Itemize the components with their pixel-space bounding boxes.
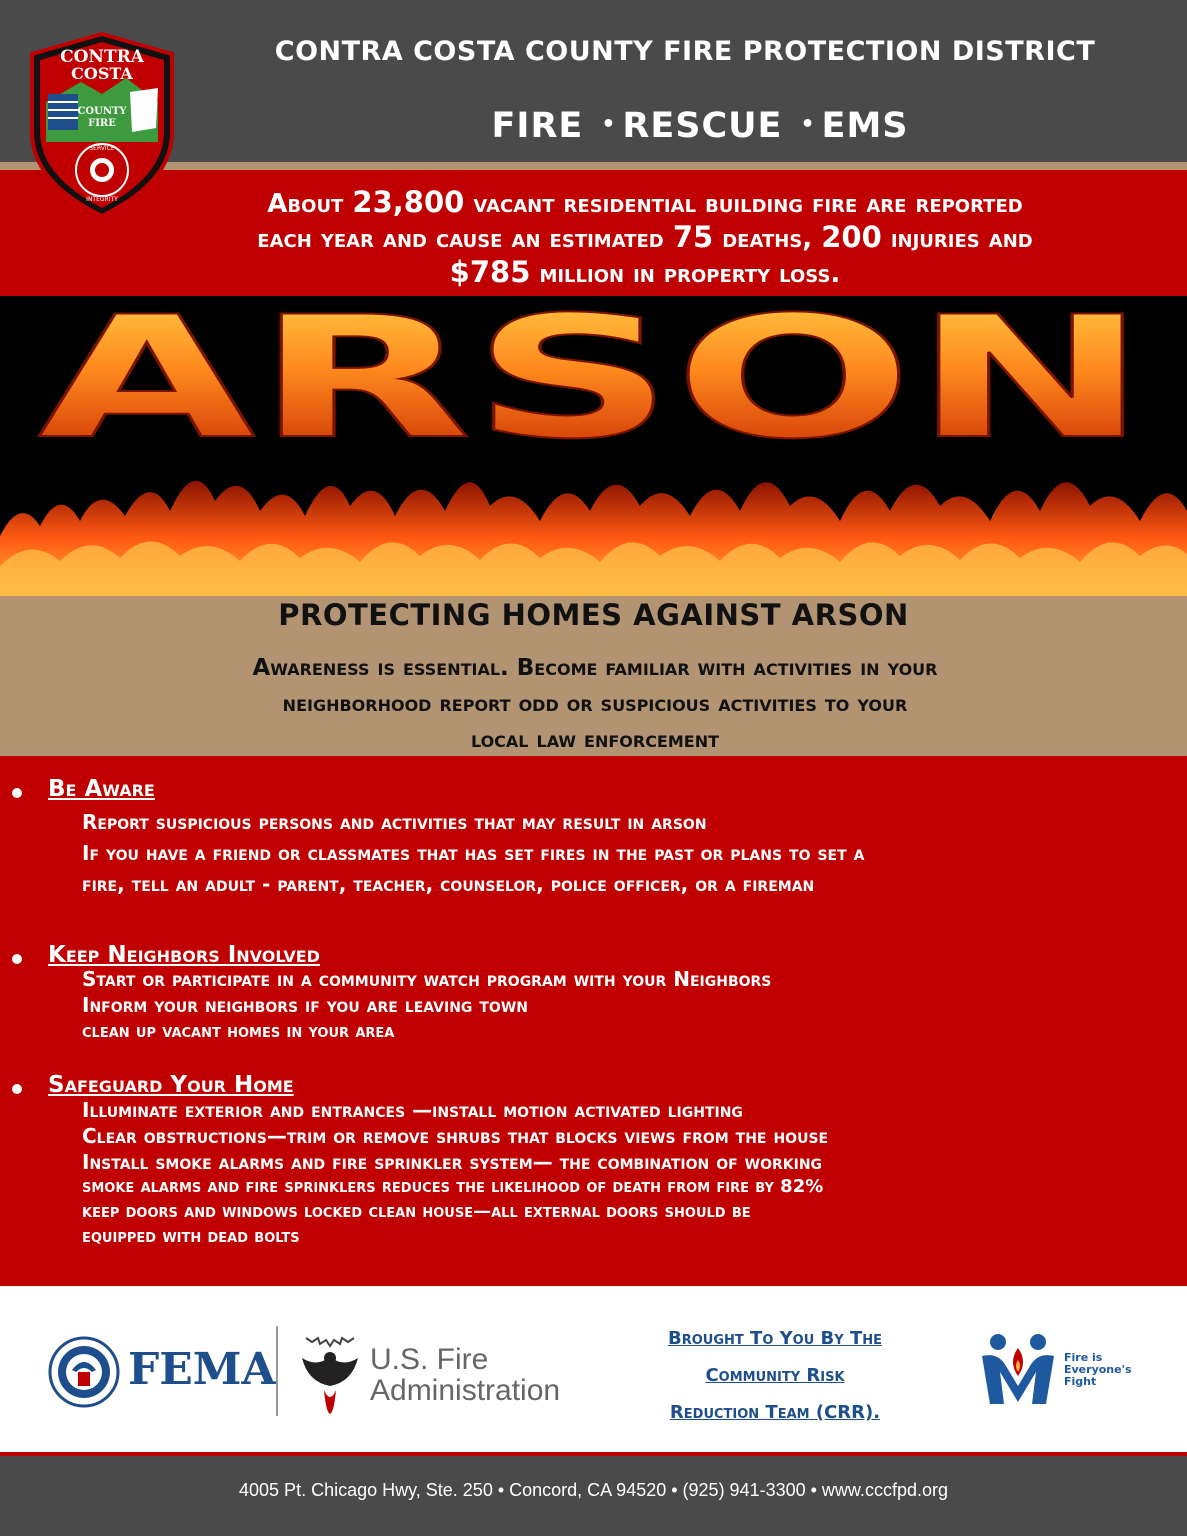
- awareness-text: [80, 650, 1110, 758]
- service-fire: FIRE: [491, 106, 584, 146]
- crr-credit-line[interactable]: Reduction Team (CRR).: [669, 1402, 881, 1423]
- header-accent-stripe: [0, 162, 1187, 170]
- awareness-line: neighborhood report odd or suspicious activities to your: [282, 691, 908, 717]
- stats-text-part: injuries and: [881, 224, 1033, 254]
- arson-flames-graphic: [0, 296, 1187, 596]
- stats-text-part: each year and cause an estimated: [257, 224, 673, 254]
- dhs-seal-icon: [48, 1336, 120, 1408]
- logo-divider: [276, 1326, 278, 1416]
- list-item: If you have a friend or classmates that has set fires in the past or plans to set a: [82, 841, 865, 865]
- stats-band: [0, 170, 1187, 296]
- fief-line: Fight: [1064, 1375, 1097, 1388]
- list-item: Inform your neighbors if you are leaving town: [82, 993, 528, 1017]
- section-title: Keep Neighbors Involved: [48, 942, 320, 968]
- service-rescue: RESCUE: [622, 106, 783, 146]
- badge-bottom-text: INTEGRITY: [86, 196, 118, 203]
- usfa-text-line2: Administration: [370, 1374, 561, 1407]
- stats-text: [120, 186, 1170, 291]
- service-ems: EMS: [821, 106, 909, 146]
- list-item: Illuminate exterior and entrances —install motion activated lighting: [82, 1098, 743, 1122]
- footer-address: 4005 Pt. Chicago Hwy, Ste. 250 • Concord, CA 94520 • (925) 941-3300 • www.cccfpd.org: [239, 1480, 948, 1500]
- section-title: Safeguard Your Home: [48, 1072, 294, 1098]
- awareness-title: PROTECTING HOMES AGAINST ARSON: [278, 598, 909, 632]
- badge-top-text: CONTRA: [60, 47, 144, 67]
- crr-credit-line[interactable]: Community Risk: [705, 1365, 845, 1386]
- services-line: [200, 106, 1187, 146]
- fief-line: Fire is: [1064, 1351, 1103, 1364]
- stats-text-part: deaths,: [713, 224, 822, 254]
- fire-is-everyones-fight-logo-icon: [976, 1326, 1060, 1410]
- stats-fires-count: 23,800: [352, 185, 465, 219]
- badge-mid-text: COUNTY: [77, 106, 127, 117]
- list-item: Install smoke alarms and fire sprinkler system— the combination of working: [82, 1150, 823, 1174]
- list-item: Report suspicious persons and activities that may result in arson: [82, 810, 707, 834]
- awareness-line: local law enforcement: [470, 727, 720, 753]
- badge-top-text-2: COSTA: [71, 64, 133, 83]
- stats-injuries-count: 200: [821, 220, 882, 254]
- crr-credit-line[interactable]: Brought To You By The: [668, 1328, 882, 1349]
- district-name: CONTRA COSTA COUNTY FIRE PROTECTION DISTRICT: [274, 36, 1096, 67]
- stats-deaths-count: 75: [672, 220, 714, 254]
- fief-line: Everyone's: [1064, 1363, 1132, 1376]
- fema-logo-text: FEMA: [128, 1344, 276, 1395]
- usfa-text-line1: U.S. Fire: [370, 1343, 489, 1376]
- badge-ring-text: SERVICE: [89, 145, 115, 152]
- bullet-icon: [12, 788, 22, 798]
- separator-dot: •: [800, 112, 816, 137]
- list-item: clean up vacant homes in your area: [82, 1021, 395, 1042]
- stats-loss-amount: $785: [449, 255, 531, 289]
- list-item: Clear obstructions—trim or remove shrubs that blocks views from the house: [82, 1124, 829, 1148]
- awareness-line: Awareness is essential. Become familiar with activities in your: [252, 655, 938, 681]
- arson-banner: [0, 296, 1187, 596]
- section-title: Be Aware: [48, 776, 155, 802]
- crr-credit: [630, 1320, 920, 1431]
- stats-text-part: vacant residential building fire are reported: [464, 189, 1023, 219]
- bullet-icon: [12, 1084, 22, 1094]
- list-item: equipped with dead bolts: [82, 1226, 300, 1247]
- badge-mid-text-2: FIRE: [88, 118, 116, 129]
- list-item: smoke alarms and fire sprinklers reduces the likelihood of death from fire by 82%: [82, 1176, 824, 1197]
- stats-text-part: About: [267, 189, 353, 219]
- usfa-eagle-icon: [298, 1328, 362, 1416]
- list-item: keep doors and windows locked clean house—all external doors should be: [82, 1201, 751, 1222]
- stats-text-part: million in property loss.: [530, 259, 841, 289]
- list-item: fire, tell an adult - parent, teacher, counselor, police officer, or a fireman: [82, 872, 815, 896]
- list-item: Start or participate in a community watch program with your Neighbors: [82, 967, 772, 991]
- bullet-icon: [12, 954, 22, 964]
- separator-dot: •: [601, 112, 617, 137]
- fire-district-badge-icon: [26, 32, 178, 218]
- arson-word: ARSON: [38, 296, 1148, 476]
- fief-logo-text: [1064, 1352, 1144, 1388]
